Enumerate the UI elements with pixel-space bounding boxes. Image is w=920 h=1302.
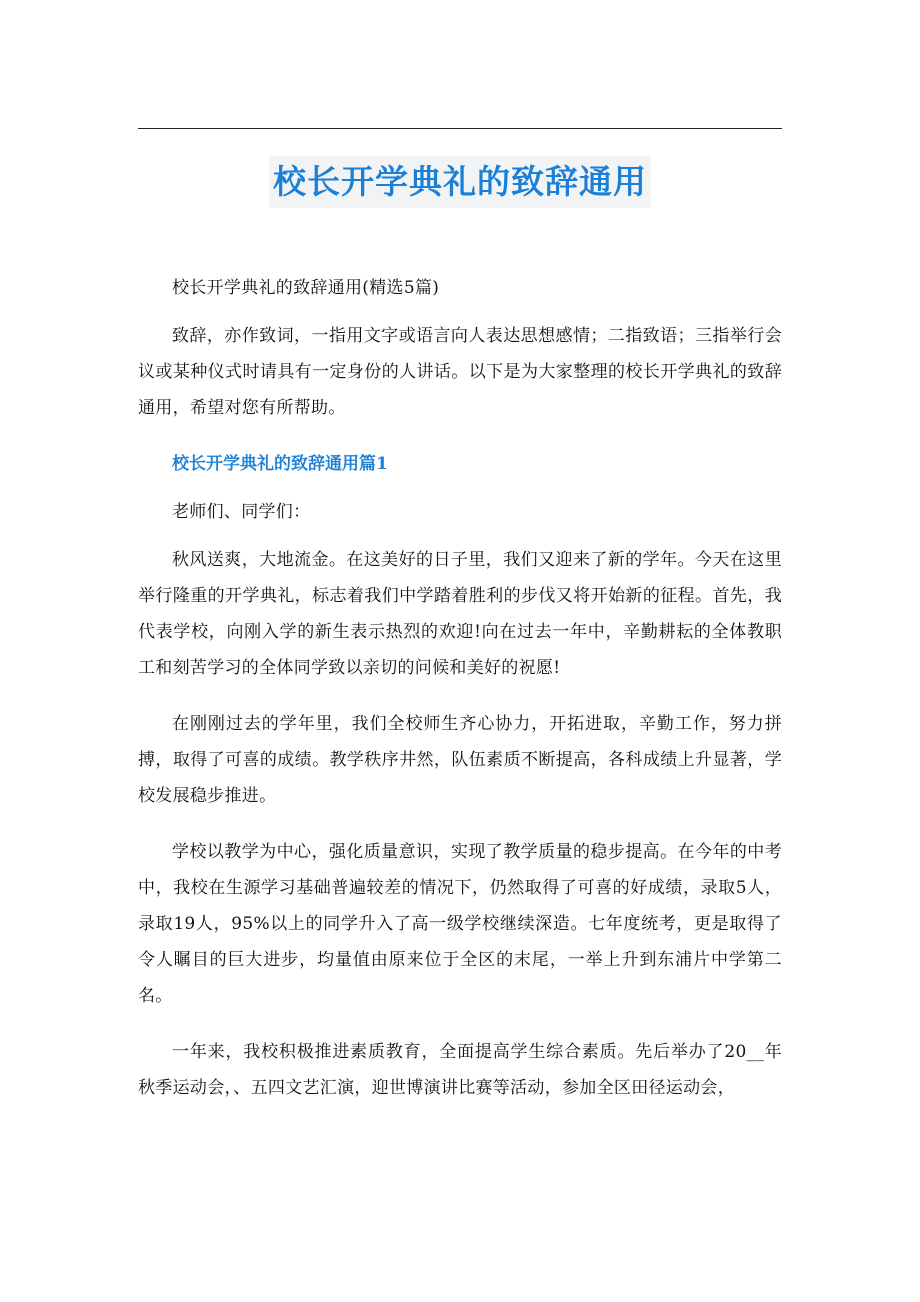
top-divider [138,128,782,129]
document-body [138,270,782,1106]
body-paragraph-4: 一年来，我校积极推进素质教育，全面提高学生综合素质。先后举办了20__年秋季运动会，、五四文艺汇演，迎世博演讲比赛等活动，参加全区田径运动会， [138,1042,782,1098]
body-paragraph-3: 学校以教学为中心，强化质量意识，实现了教学质量的稳步提高。在今年的中考中，我校在生源学习基础普遍较差的情况下，仍然取得了可喜的好成绩，录取5人，录取19人，95%以上的同学升入了高一级学校继续深造。七年度统考，更是取得了令人瞩目的巨大进步，均量值由原来位于全区的末尾，一举上升到东浦片中学第二名。 [138,842,782,1006]
body-paragraph-2: 在刚刚过去的学年里，我们全校师生齐心协力，开拓进取，辛勤工作，努力拼搏，取得了可喜的成绩。教学秩序井然，队伍素质不断提高，各科成绩上升显著，学校发展稳步推进。 [138,714,782,806]
body-paragraph-1: 秋风送爽，大地流金。在这美好的日子里，我们又迎来了新的学年。今天在这里举行隆重的开学典礼，标志着我们中学踏着胜利的步伐又将开始新的征程。首先，我代表学校，向刚入学的新生表示热烈的欢迎!向在过去一年中，辛勤耕耘的全体教职工和刻苦学习的全体同学致以亲切的问候和美好的祝愿! [138,550,782,678]
document-title: 校长开学典礼的致辞通用 [269,156,651,208]
intro-paragraph: 致辞，亦作致词，一指用文字或语言向人表达思想感情；二指致语；三指举行会议或某种仪式时请具有一定身份的人讲话。以下是为大家整理的校长开学典礼的致辞通用，希望对您有所帮助。 [138,326,782,418]
title-container [0,156,920,208]
section-heading: 校长开学典礼的致辞通用篇1 [172,454,388,474]
greeting-line: 老师们、同学们： [172,502,311,522]
document-subtitle: 校长开学典礼的致辞通用(精选5篇) [172,278,440,298]
